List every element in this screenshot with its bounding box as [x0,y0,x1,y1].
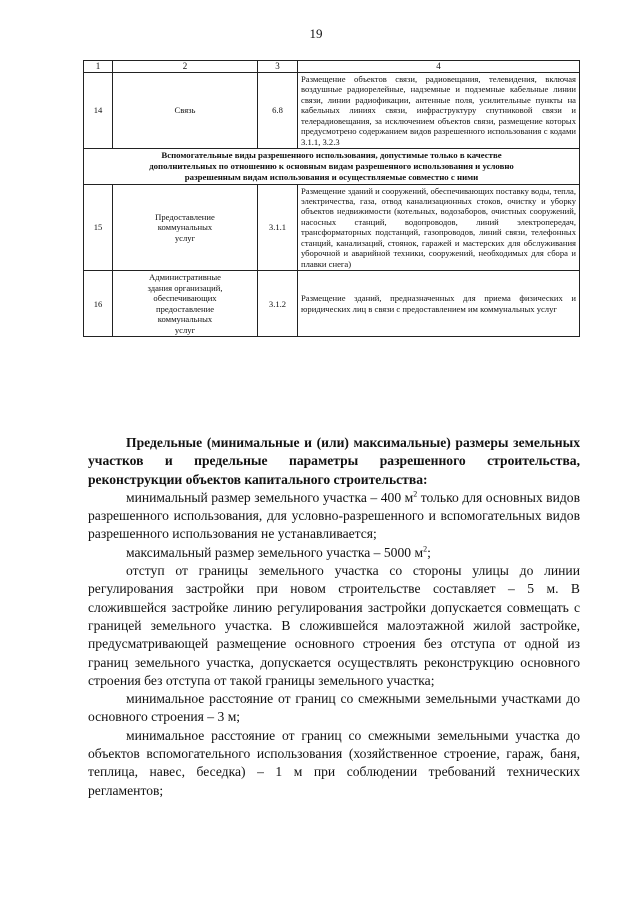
paragraph-max-area [88,544,580,562]
row-number: 14 [84,72,113,148]
max-area-text: максимальный размер земельного участка – 5000 м [126,544,424,560]
page-number: 19 [309,26,323,41]
body-text [88,434,580,800]
header-cell: 4 [298,61,580,73]
paragraph-min-distance-aux: минимальное расстояние от границ со смежными земельными участка до объектов вспомогательного использования (хозяйственное строение, гараж, баня, теплица, навес, беседка) – 1 м при соблюдении требований технических регламентов; [88,727,580,798]
paragraph-min-area [88,489,580,544]
paragraph-setback: отступ от границы земельного участка со стороны улицы до линии регулирования застройки при новом строительстве составляет – 5 м. В сложившейся застройке линию регулирования застройки допускается совмещать с границей земельного участка. В сложившейся малоэтажной жилой застройке, предусматривающей размещение основного строения без отступа от одной из границ земельного участка, допускается осуществлять реконструкцию основного строения без отступа от такой границы земельного участка; [88,563,580,688]
table-row [84,72,580,148]
header-cell: 3 [258,61,298,73]
table-row [84,184,580,271]
use-name: Административные здания организаций, обеспечивающих предоставление коммунальных услуг [113,271,258,337]
use-code: 3.1.1 [258,184,298,271]
use-description: Размещение зданий и сооружений, обеспечивающих поставку воды, тепла, электричества, газа, отвод канализационных стоков, очистку и уборку объектов недвижимости (котельных, водозаборов, очистных сооружений, насосных станций, водопроводов, линий электропередач, трансформаторных подстанций, газопроводов, линий связи, телефонных станций, канализаций, стоянок, гаражей и мастерских для обслуживания уборочной и аварийной техники, сооружений, необходимых для сбора и плавки снега) [298,184,580,271]
superscript: 2 [413,489,418,499]
paragraph-min-distance-main: минимальное расстояние от границ со смежными земельными участками до основного строения – 3 м; [88,691,580,725]
row-number: 15 [84,184,113,271]
permitted-use-table [83,60,580,337]
superscript: 2 [423,544,428,554]
max-area-text-rest: ; [427,544,431,560]
use-name: Связь [113,72,258,148]
section-header: Вспомогательные виды разрешенного использования, допустимые только в качестве дополнительных по отношению к основным видам разрешенного использования и условно разрешенным видам использования и осуществляемые совместно с ними [84,149,580,184]
header-cell: 2 [113,61,258,73]
table-row [84,271,580,337]
use-description: Размещение зданий, предназначенных для приема физических и юридических лиц в связи с предоставлением им коммунальных услуг [298,271,580,337]
row-number: 16 [84,271,113,337]
min-area-text-rest: только для основных видов разрешенного использования, для условно-разрешенного и вспомогательных видов разрешенного использования не устанавливается; [88,489,581,542]
header-cell: 1 [84,61,113,73]
min-area-text: минимальный размер земельного участка – 400 м [126,489,414,505]
use-name: Предоставление коммунальных услуг [113,184,258,271]
section-heading: Предельные (минимальные и (или) максимальные) размеры земельных участков и предельные параметры разрешенного строительства, реконструкции объектов капитального строительства: [88,435,580,487]
use-description: Размещение объектов связи, радиовещания, телевидения, включая воздушные радиорелейные, надземные и подземные кабельные линии связи, линии радиофикации, антенные поля, усилительные пункты на кабельных линиях связи, инфраструктуру спутниковой связи и телерадиовещания, за исключением объектов связи, размещение которых предусмотрено содержанием видов разрешенного использования с кодами 3.1.1, 3.2.3 [298,72,580,148]
use-code: 6.8 [258,72,298,148]
section-header-row [84,149,580,184]
table-header-row [84,61,580,73]
use-code: 3.1.2 [258,271,298,337]
